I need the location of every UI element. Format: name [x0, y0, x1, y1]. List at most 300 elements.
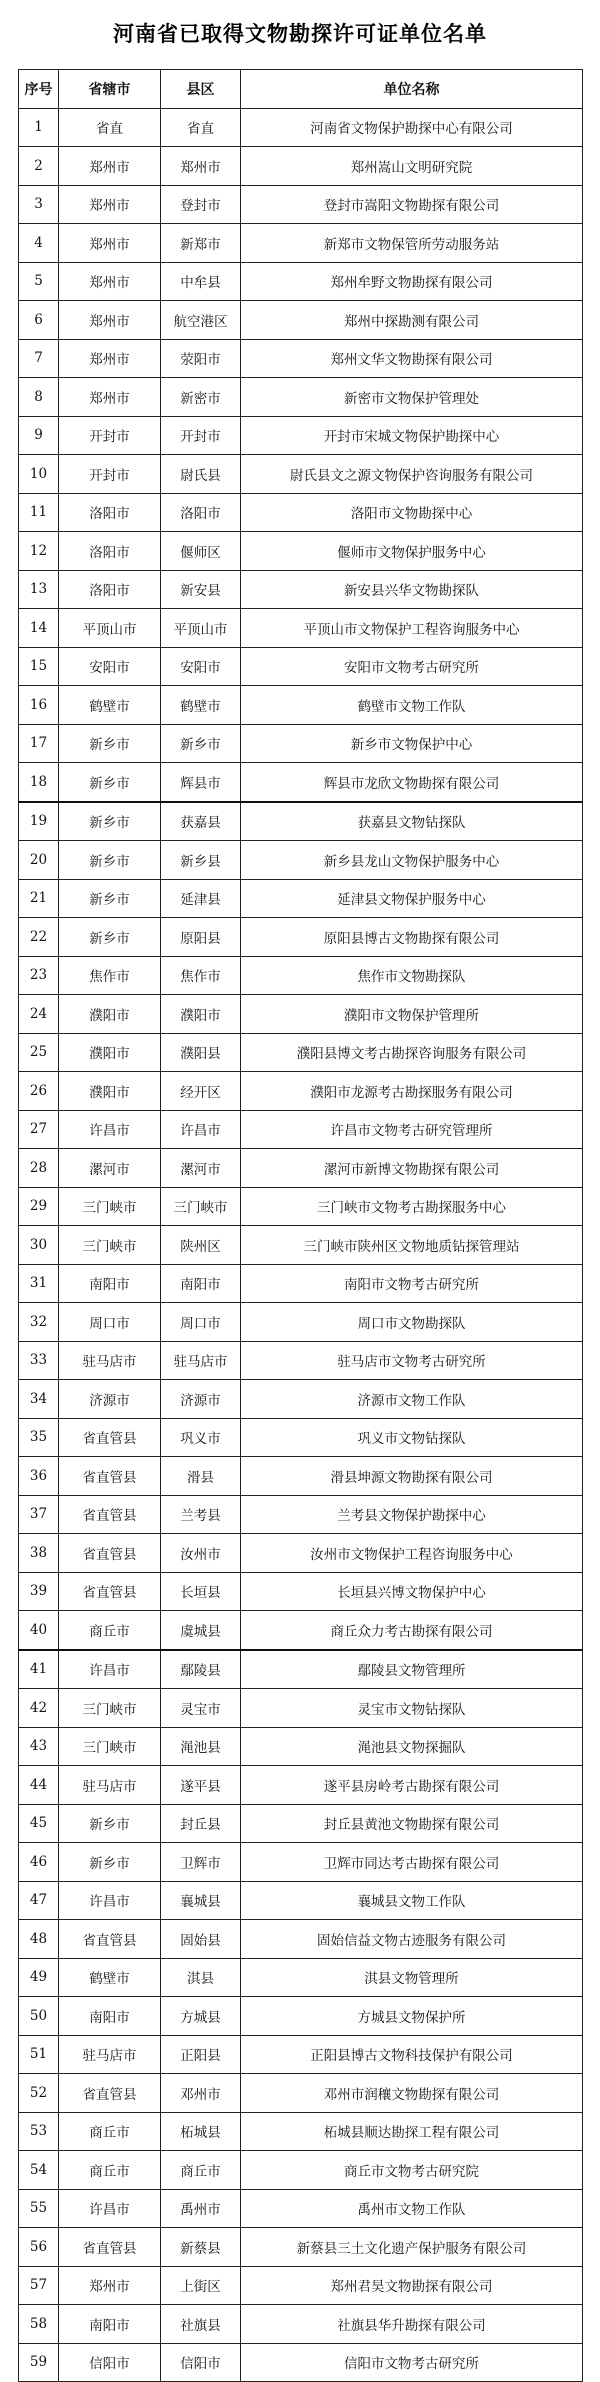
- row-index: 20: [19, 841, 59, 880]
- row-index: 57: [19, 2266, 59, 2305]
- table-row: [19, 1650, 583, 1689]
- table-row: [19, 956, 583, 995]
- row-city: 郑州市: [59, 301, 161, 340]
- header-unit-name: 单位名称: [241, 70, 583, 109]
- table-row: [19, 339, 583, 378]
- row-county: 登封市: [161, 185, 241, 224]
- table-row: [19, 1689, 583, 1728]
- row-county: 荥阳市: [161, 339, 241, 378]
- row-county: 省直: [161, 108, 241, 147]
- row-unit-name: 漯河市新博文物勘探有限公司: [241, 1149, 583, 1188]
- table-row: [19, 185, 583, 224]
- row-unit-name: 灵宝市文物钻探队: [241, 1689, 583, 1728]
- table-row: [19, 1727, 583, 1766]
- row-city: 省直管县: [59, 2074, 161, 2113]
- row-city: 郑州市: [59, 339, 161, 378]
- table-row: [19, 2035, 583, 2074]
- row-county: 濮阳县: [161, 1033, 241, 1072]
- row-unit-name: 濮阳县博文考古勘探咨询服务有限公司: [241, 1033, 583, 1072]
- row-county: 尉氏县: [161, 455, 241, 494]
- row-unit-name: 原阳县博古文物勘探有限公司: [241, 918, 583, 957]
- row-unit-name: 新蔡县三土文化遗产保护服务有限公司: [241, 2228, 583, 2267]
- row-index: 39: [19, 1572, 59, 1611]
- row-unit-name: 巩义市文物钻探队: [241, 1418, 583, 1457]
- table-row: [19, 841, 583, 880]
- row-index: 51: [19, 2035, 59, 2074]
- row-county: 卫辉市: [161, 1843, 241, 1882]
- row-unit-name: 鄢陵县文物管理所: [241, 1650, 583, 1689]
- row-index: 45: [19, 1804, 59, 1843]
- table-row: [19, 1534, 583, 1573]
- row-index: 46: [19, 1843, 59, 1882]
- row-unit-name: 开封市宋城文物保护勘探中心: [241, 416, 583, 455]
- row-city: 郑州市: [59, 147, 161, 186]
- table-row: [19, 262, 583, 301]
- row-unit-name: 新密市文物保护管理处: [241, 378, 583, 417]
- row-index: 42: [19, 1689, 59, 1728]
- row-city: 开封市: [59, 455, 161, 494]
- row-city: 郑州市: [59, 262, 161, 301]
- row-county: 柘城县: [161, 2112, 241, 2151]
- row-city: 安阳市: [59, 647, 161, 686]
- row-unit-name: 柘城县顺达勘探工程有限公司: [241, 2112, 583, 2151]
- row-index: 18: [19, 763, 59, 802]
- row-city: 驻马店市: [59, 1341, 161, 1380]
- row-unit-name: 郑州嵩山文明研究院: [241, 147, 583, 186]
- row-index: 12: [19, 532, 59, 571]
- row-unit-name: 新郑市文物保管所劳动服务站: [241, 224, 583, 263]
- row-county: 新蔡县: [161, 2228, 241, 2267]
- row-index: 32: [19, 1303, 59, 1342]
- row-city: 郑州市: [59, 2266, 161, 2305]
- row-county: 淇县: [161, 1958, 241, 1997]
- row-county: 洛阳市: [161, 493, 241, 532]
- table-row: [19, 1187, 583, 1226]
- row-city: 信阳市: [59, 2343, 161, 2382]
- row-county: 郑州市: [161, 147, 241, 186]
- row-city: 焦作市: [59, 956, 161, 995]
- table-row: [19, 1072, 583, 1111]
- row-index: 50: [19, 1997, 59, 2036]
- table-row: [19, 570, 583, 609]
- row-city: 许昌市: [59, 1881, 161, 1920]
- row-county: 灵宝市: [161, 1689, 241, 1728]
- header-city: 省辖市: [59, 70, 161, 109]
- row-unit-name: 新乡市文物保护中心: [241, 724, 583, 763]
- row-county: 开封市: [161, 416, 241, 455]
- row-county: 中牟县: [161, 262, 241, 301]
- row-city: 三门峡市: [59, 1689, 161, 1728]
- row-unit-name: 河南省文物保护勘探中心有限公司: [241, 108, 583, 147]
- row-index: 3: [19, 185, 59, 224]
- row-county: 焦作市: [161, 956, 241, 995]
- table-row: [19, 2266, 583, 2305]
- row-county: 禹州市: [161, 2189, 241, 2228]
- row-index: 52: [19, 2074, 59, 2113]
- row-unit-name: 安阳市文物考古研究所: [241, 647, 583, 686]
- table-row: [19, 2305, 583, 2344]
- table-row: [19, 1766, 583, 1805]
- row-county: 延津县: [161, 879, 241, 918]
- row-index: 34: [19, 1380, 59, 1419]
- row-unit-name: 社旗县华升勘探有限公司: [241, 2305, 583, 2344]
- row-city: 三门峡市: [59, 1226, 161, 1265]
- row-index: 47: [19, 1881, 59, 1920]
- row-city: 周口市: [59, 1303, 161, 1342]
- row-index: 48: [19, 1920, 59, 1959]
- row-unit-name: 三门峡市陕州区文物地质钻探管理站: [241, 1226, 583, 1265]
- row-county: 新密市: [161, 378, 241, 417]
- row-unit-name: 方城县文物保护所: [241, 1997, 583, 2036]
- table-row: [19, 1457, 583, 1496]
- table-row: [19, 2189, 583, 2228]
- table-row: [19, 224, 583, 263]
- table-row: [19, 724, 583, 763]
- row-unit-name: 卫辉市同达考古勘探有限公司: [241, 1843, 583, 1882]
- table-row: [19, 647, 583, 686]
- row-unit-name: 南阳市文物考古研究所: [241, 1264, 583, 1303]
- row-county: 经开区: [161, 1072, 241, 1111]
- row-index: 26: [19, 1072, 59, 1111]
- row-county: 鄢陵县: [161, 1650, 241, 1689]
- row-county: 鹤壁市: [161, 686, 241, 725]
- table-row: [19, 1110, 583, 1149]
- row-index: 25: [19, 1033, 59, 1072]
- row-unit-name: 郑州中探勘测有限公司: [241, 301, 583, 340]
- table-row: [19, 455, 583, 494]
- row-city: 洛阳市: [59, 570, 161, 609]
- row-city: 驻马店市: [59, 2035, 161, 2074]
- row-county: 长垣县: [161, 1572, 241, 1611]
- row-index: 49: [19, 1958, 59, 1997]
- row-city: 商丘市: [59, 2112, 161, 2151]
- row-city: 南阳市: [59, 1997, 161, 2036]
- row-city: 新乡市: [59, 724, 161, 763]
- row-unit-name: 偃师市文物保护服务中心: [241, 532, 583, 571]
- table-row: [19, 108, 583, 147]
- row-county: 新乡县: [161, 841, 241, 880]
- row-unit-name: 商丘众力考古勘探有限公司: [241, 1611, 583, 1650]
- row-index: 38: [19, 1534, 59, 1573]
- row-county: 遂平县: [161, 1766, 241, 1805]
- row-index: 35: [19, 1418, 59, 1457]
- row-county: 三门峡市: [161, 1187, 241, 1226]
- table-body: [19, 108, 583, 2382]
- row-county: 获嘉县: [161, 802, 241, 841]
- table-row: [19, 686, 583, 725]
- row-city: 三门峡市: [59, 1187, 161, 1226]
- table-row: [19, 1418, 583, 1457]
- row-index: 21: [19, 879, 59, 918]
- row-county: 封丘县: [161, 1804, 241, 1843]
- row-index: 8: [19, 378, 59, 417]
- row-unit-name: 驻马店市文物考古研究所: [241, 1341, 583, 1380]
- row-index: 4: [19, 224, 59, 263]
- row-county: 南阳市: [161, 1264, 241, 1303]
- row-index: 14: [19, 609, 59, 648]
- row-city: 省直: [59, 108, 161, 147]
- table-row: [19, 1997, 583, 2036]
- row-city: 三门峡市: [59, 1727, 161, 1766]
- row-county: 安阳市: [161, 647, 241, 686]
- row-unit-name: 周口市文物勘探队: [241, 1303, 583, 1342]
- row-city: 洛阳市: [59, 532, 161, 571]
- row-city: 郑州市: [59, 378, 161, 417]
- row-county: 新安县: [161, 570, 241, 609]
- row-county: 滑县: [161, 1457, 241, 1496]
- row-index: 9: [19, 416, 59, 455]
- table-row: [19, 1495, 583, 1534]
- table-row: [19, 1380, 583, 1419]
- row-unit-name: 郑州牟野文物勘探有限公司: [241, 262, 583, 301]
- row-index: 16: [19, 686, 59, 725]
- row-county: 济源市: [161, 1380, 241, 1419]
- licensed-units-table-wrapper: [18, 69, 582, 2382]
- table-row: [19, 609, 583, 648]
- row-index: 44: [19, 1766, 59, 1805]
- row-index: 28: [19, 1149, 59, 1188]
- row-county: 新乡市: [161, 724, 241, 763]
- table-row: [19, 1149, 583, 1188]
- row-county: 方城县: [161, 1997, 241, 2036]
- row-index: 58: [19, 2305, 59, 2344]
- row-county: 辉县市: [161, 763, 241, 802]
- row-index: 29: [19, 1187, 59, 1226]
- row-unit-name: 商丘市文物考古研究院: [241, 2151, 583, 2190]
- licensed-units-table: [18, 69, 583, 2382]
- row-index: 17: [19, 724, 59, 763]
- row-unit-name: 濮阳市文物保护管理所: [241, 995, 583, 1034]
- table-row: [19, 918, 583, 957]
- row-city: 平顶山市: [59, 609, 161, 648]
- table-row: [19, 1804, 583, 1843]
- row-city: 新乡市: [59, 1804, 161, 1843]
- row-county: 邓州市: [161, 2074, 241, 2113]
- table-row: [19, 995, 583, 1034]
- row-county: 漯河市: [161, 1149, 241, 1188]
- row-index: 36: [19, 1457, 59, 1496]
- row-county: 社旗县: [161, 2305, 241, 2344]
- row-city: 省直管县: [59, 2228, 161, 2267]
- row-index: 15: [19, 647, 59, 686]
- row-county: 平顶山市: [161, 609, 241, 648]
- row-index: 30: [19, 1226, 59, 1265]
- row-index: 41: [19, 1650, 59, 1689]
- table-row: [19, 147, 583, 186]
- row-unit-name: 淇县文物管理所: [241, 1958, 583, 1997]
- row-county: 陕州区: [161, 1226, 241, 1265]
- table-row: [19, 1572, 583, 1611]
- row-city: 省直管县: [59, 1534, 161, 1573]
- row-city: 濮阳市: [59, 995, 161, 1034]
- row-city: 南阳市: [59, 1264, 161, 1303]
- table-row: [19, 1303, 583, 1342]
- row-unit-name: 禹州市文物工作队: [241, 2189, 583, 2228]
- row-index: 56: [19, 2228, 59, 2267]
- row-unit-name: 获嘉县文物钻探队: [241, 802, 583, 841]
- row-city: 开封市: [59, 416, 161, 455]
- row-city: 濮阳市: [59, 1072, 161, 1111]
- table-row: [19, 1226, 583, 1265]
- row-index: 5: [19, 262, 59, 301]
- table-row: [19, 2112, 583, 2151]
- table-row: [19, 2343, 583, 2382]
- row-unit-name: 新乡县龙山文物保护服务中心: [241, 841, 583, 880]
- row-index: 40: [19, 1611, 59, 1650]
- row-index: 7: [19, 339, 59, 378]
- row-county: 周口市: [161, 1303, 241, 1342]
- table-row: [19, 802, 583, 841]
- row-city: 新乡市: [59, 879, 161, 918]
- row-city: 新乡市: [59, 802, 161, 841]
- row-county: 商丘市: [161, 2151, 241, 2190]
- row-city: 省直管县: [59, 1457, 161, 1496]
- row-unit-name: 封丘县黄池文物勘探有限公司: [241, 1804, 583, 1843]
- row-county: 驻马店市: [161, 1341, 241, 1380]
- row-unit-name: 濮阳市龙源考古勘探服务有限公司: [241, 1072, 583, 1111]
- row-city: 漯河市: [59, 1149, 161, 1188]
- row-city: 鹤壁市: [59, 686, 161, 725]
- row-city: 郑州市: [59, 224, 161, 263]
- table-row: [19, 493, 583, 532]
- row-index: 1: [19, 108, 59, 147]
- row-index: 33: [19, 1341, 59, 1380]
- row-unit-name: 辉县市龙欣文物勘探有限公司: [241, 763, 583, 802]
- table-row: [19, 1881, 583, 1920]
- row-index: 43: [19, 1727, 59, 1766]
- row-index: 2: [19, 147, 59, 186]
- row-unit-name: 登封市嵩阳文物勘探有限公司: [241, 185, 583, 224]
- row-city: 驻马店市: [59, 1766, 161, 1805]
- row-unit-name: 遂平县房岭考古勘探有限公司: [241, 1766, 583, 1805]
- row-index: 53: [19, 2112, 59, 2151]
- row-county: 濮阳市: [161, 995, 241, 1034]
- row-county: 固始县: [161, 1920, 241, 1959]
- row-city: 新乡市: [59, 1843, 161, 1882]
- row-county: 汝州市: [161, 1534, 241, 1573]
- row-unit-name: 信阳市文物考古研究所: [241, 2343, 583, 2382]
- row-county: 航空港区: [161, 301, 241, 340]
- row-city: 省直管县: [59, 1920, 161, 1959]
- table-row: [19, 1341, 583, 1380]
- row-unit-name: 固始信益文物古迹服务有限公司: [241, 1920, 583, 1959]
- row-unit-name: 新安县兴华文物勘探队: [241, 570, 583, 609]
- table-row: [19, 2228, 583, 2267]
- table-row: [19, 416, 583, 455]
- row-city: 省直管县: [59, 1572, 161, 1611]
- row-city: 新乡市: [59, 841, 161, 880]
- row-index: 6: [19, 301, 59, 340]
- row-unit-name: 邓州市润穰文物勘探有限公司: [241, 2074, 583, 2113]
- row-unit-name: 平顶山市文物保护工程咨询服务中心: [241, 609, 583, 648]
- table-row: [19, 1920, 583, 1959]
- row-unit-name: 尉氏县文之源文物保护咨询服务有限公司: [241, 455, 583, 494]
- row-city: 许昌市: [59, 2189, 161, 2228]
- row-index: 37: [19, 1495, 59, 1534]
- row-unit-name: 渑池县文物探掘队: [241, 1727, 583, 1766]
- row-unit-name: 济源市文物工作队: [241, 1380, 583, 1419]
- table-header-row: [19, 70, 583, 109]
- table-row: [19, 879, 583, 918]
- row-unit-name: 长垣县兴博文物保护中心: [241, 1572, 583, 1611]
- row-city: 鹤壁市: [59, 1958, 161, 1997]
- row-index: 27: [19, 1110, 59, 1149]
- row-unit-name: 鹤壁市文物工作队: [241, 686, 583, 725]
- row-index: 22: [19, 918, 59, 957]
- row-county: 许昌市: [161, 1110, 241, 1149]
- row-city: 商丘市: [59, 1611, 161, 1650]
- row-index: 13: [19, 570, 59, 609]
- row-city: 新乡市: [59, 763, 161, 802]
- row-county: 襄城县: [161, 1881, 241, 1920]
- table-row: [19, 1611, 583, 1650]
- row-county: 偃师区: [161, 532, 241, 571]
- row-county: 原阳县: [161, 918, 241, 957]
- row-county: 渑池县: [161, 1727, 241, 1766]
- row-unit-name: 焦作市文物勘探队: [241, 956, 583, 995]
- row-city: 濮阳市: [59, 1033, 161, 1072]
- row-county: 新郑市: [161, 224, 241, 263]
- row-unit-name: 汝州市文物保护工程咨询服务中心: [241, 1534, 583, 1573]
- row-index: 11: [19, 493, 59, 532]
- table-row: [19, 1033, 583, 1072]
- row-county: 信阳市: [161, 2343, 241, 2382]
- row-county: 虞城县: [161, 1611, 241, 1650]
- row-index: 10: [19, 455, 59, 494]
- row-city: 省直管县: [59, 1418, 161, 1457]
- table-row: [19, 1264, 583, 1303]
- row-unit-name: 襄城县文物工作队: [241, 1881, 583, 1920]
- row-unit-name: 洛阳市文物勘探中心: [241, 493, 583, 532]
- row-county: 上街区: [161, 2266, 241, 2305]
- row-city: 商丘市: [59, 2151, 161, 2190]
- document-title: 河南省已取得文物勘探许可证单位名单: [113, 21, 487, 46]
- row-city: 郑州市: [59, 185, 161, 224]
- row-unit-name: 郑州君昊文物勘探有限公司: [241, 2266, 583, 2305]
- row-index: 55: [19, 2189, 59, 2228]
- row-city: 省直管县: [59, 1495, 161, 1534]
- row-index: 23: [19, 956, 59, 995]
- row-index: 24: [19, 995, 59, 1034]
- row-index: 31: [19, 1264, 59, 1303]
- row-unit-name: 三门峡市文物考古勘探服务中心: [241, 1187, 583, 1226]
- row-county: 正阳县: [161, 2035, 241, 2074]
- header-index: 序号: [19, 70, 59, 109]
- row-city: 洛阳市: [59, 493, 161, 532]
- row-city: 南阳市: [59, 2305, 161, 2344]
- row-unit-name: 正阳县博古文物科技保护有限公司: [241, 2035, 583, 2074]
- row-index: 59: [19, 2343, 59, 2382]
- row-county: 兰考县: [161, 1495, 241, 1534]
- row-city: 许昌市: [59, 1110, 161, 1149]
- row-unit-name: 许昌市文物考古研究管理所: [241, 1110, 583, 1149]
- row-index: 54: [19, 2151, 59, 2190]
- row-unit-name: 延津县文物保护服务中心: [241, 879, 583, 918]
- table-row: [19, 532, 583, 571]
- table-row: [19, 2074, 583, 2113]
- row-city: 新乡市: [59, 918, 161, 957]
- row-unit-name: 郑州文华文物勘探有限公司: [241, 339, 583, 378]
- table-row: [19, 2151, 583, 2190]
- row-city: 济源市: [59, 1380, 161, 1419]
- table-row: [19, 763, 583, 802]
- table-row: [19, 378, 583, 417]
- row-unit-name: 兰考县文物保护勘探中心: [241, 1495, 583, 1534]
- table-row: [19, 1958, 583, 1997]
- table-row: [19, 301, 583, 340]
- header-county: 县区: [161, 70, 241, 109]
- table-row: [19, 1843, 583, 1882]
